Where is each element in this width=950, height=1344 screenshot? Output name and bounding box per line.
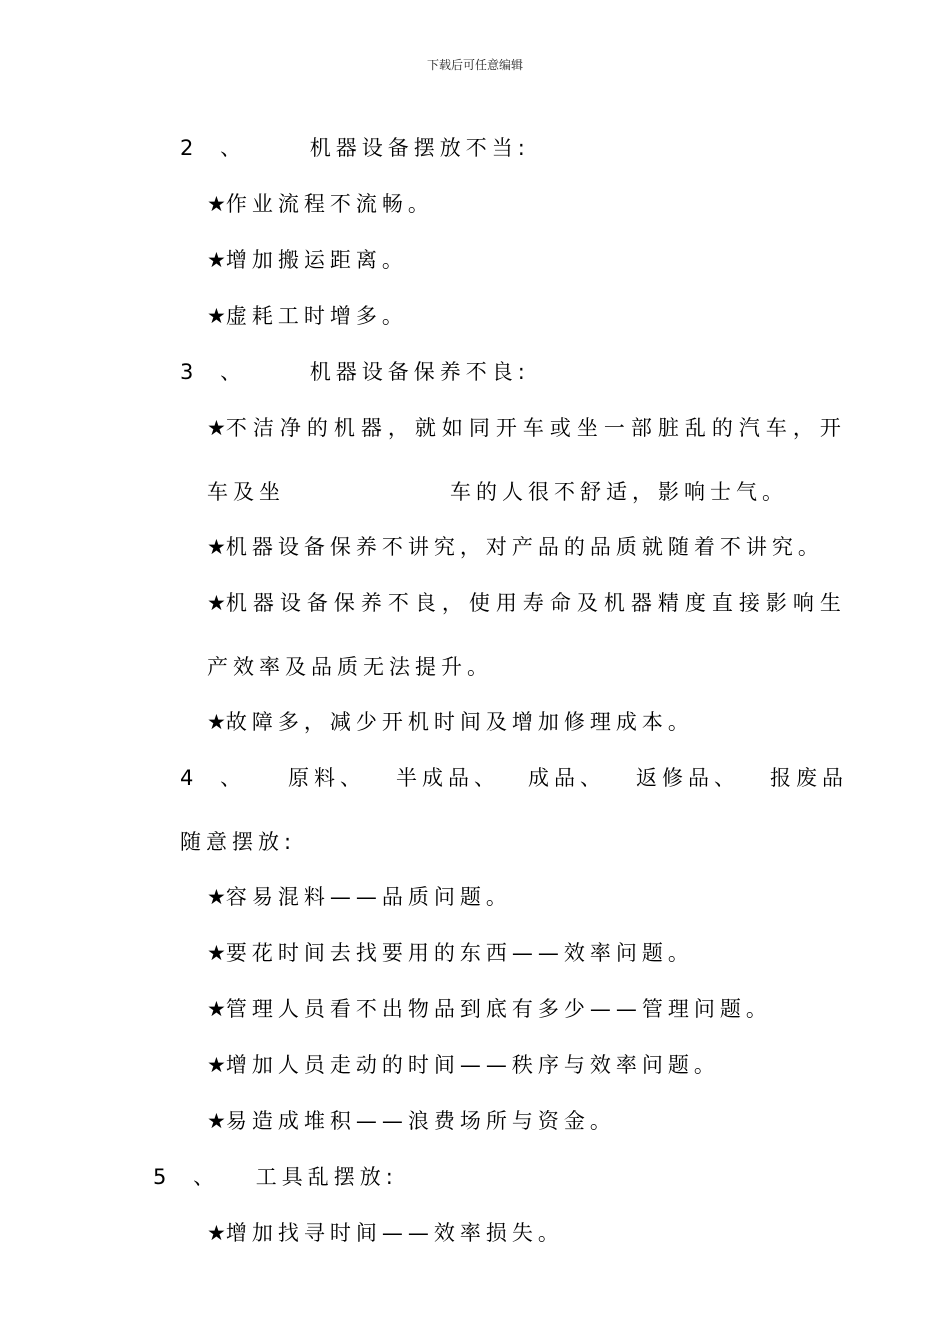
star-icon: ★: [207, 941, 226, 965]
list-item: ★管理人员看不出物品到底有多少——管理问题。: [207, 997, 772, 1021]
star-icon: ★: [207, 248, 226, 272]
list-item: ★增加人员走动的时间——秩序与效率问题。: [207, 1053, 720, 1077]
page-header: 下载后可任意编辑: [426, 58, 523, 72]
section-number: 2: [180, 136, 199, 160]
section-title-part: 半成品、: [396, 766, 500, 790]
section-title-part: 成品、: [528, 766, 606, 790]
separator: 、: [193, 1165, 220, 1189]
section-number: 4: [180, 766, 199, 790]
list-item: ★故障多，减少开机时间及增加修理成本。: [207, 710, 694, 734]
star-icon: ★: [207, 1221, 226, 1245]
list-item: ★虚耗工时增多。: [207, 304, 408, 328]
list-item: ★要花时间去找要用的东西——效率问题。: [207, 941, 694, 965]
star-icon: ★: [207, 591, 226, 615]
section-4-heading: [180, 763, 246, 793]
separator: 、: [220, 360, 247, 384]
star-icon: ★: [207, 710, 226, 734]
star-icon: ★: [207, 304, 226, 328]
list-item-continuation: 产效率及品质无法提升。: [207, 655, 493, 679]
section-title-part: 报废品: [770, 766, 848, 790]
list-item-continuation: 车及坐: [207, 480, 285, 504]
list-item: ★机器设备保养不良，使用寿命及机器精度直接影响生: [207, 591, 847, 615]
star-icon: ★: [207, 1109, 226, 1133]
section-title-part: 原料、: [288, 766, 366, 790]
section-number: 3: [180, 360, 199, 384]
section-2-heading: [180, 133, 530, 163]
section-5-heading: [153, 1162, 398, 1192]
section-title-part: 返修品、: [636, 766, 740, 790]
star-icon: ★: [207, 885, 226, 909]
list-item: ★增加找寻时间——效率损失。: [207, 1221, 564, 1245]
list-item-continuation: 车的人很不舒适，影响士气。: [450, 480, 788, 504]
star-icon: ★: [207, 416, 226, 440]
list-item: ★作业流程不流畅。: [207, 192, 434, 216]
list-item: ★容易混料——品质问题。: [207, 885, 512, 909]
list-item: ★易造成堆积——浪费场所与资金。: [207, 1109, 616, 1133]
list-item: ★机器设备保养不讲究，对产品的品质就随着不讲究。: [207, 535, 824, 559]
separator: 、: [220, 136, 247, 160]
section-title-continuation: 随意摆放:: [180, 830, 297, 854]
star-icon: ★: [207, 192, 226, 216]
section-number: 5: [153, 1165, 172, 1189]
star-icon: ★: [207, 1053, 226, 1077]
section-3-heading: [180, 357, 530, 387]
star-icon: ★: [207, 997, 226, 1021]
section-title: 机器设备摆放不当:: [309, 136, 530, 160]
section-title: 机器设备保养不良:: [309, 360, 530, 384]
section-title: 工具乱摆放:: [255, 1165, 398, 1189]
separator: 、: [220, 766, 247, 790]
list-item: ★不洁净的机器，就如同开车或坐一部脏乱的汽车，开: [207, 416, 847, 440]
star-icon: ★: [207, 535, 226, 559]
list-item: ★增加搬运距离。: [207, 248, 408, 272]
